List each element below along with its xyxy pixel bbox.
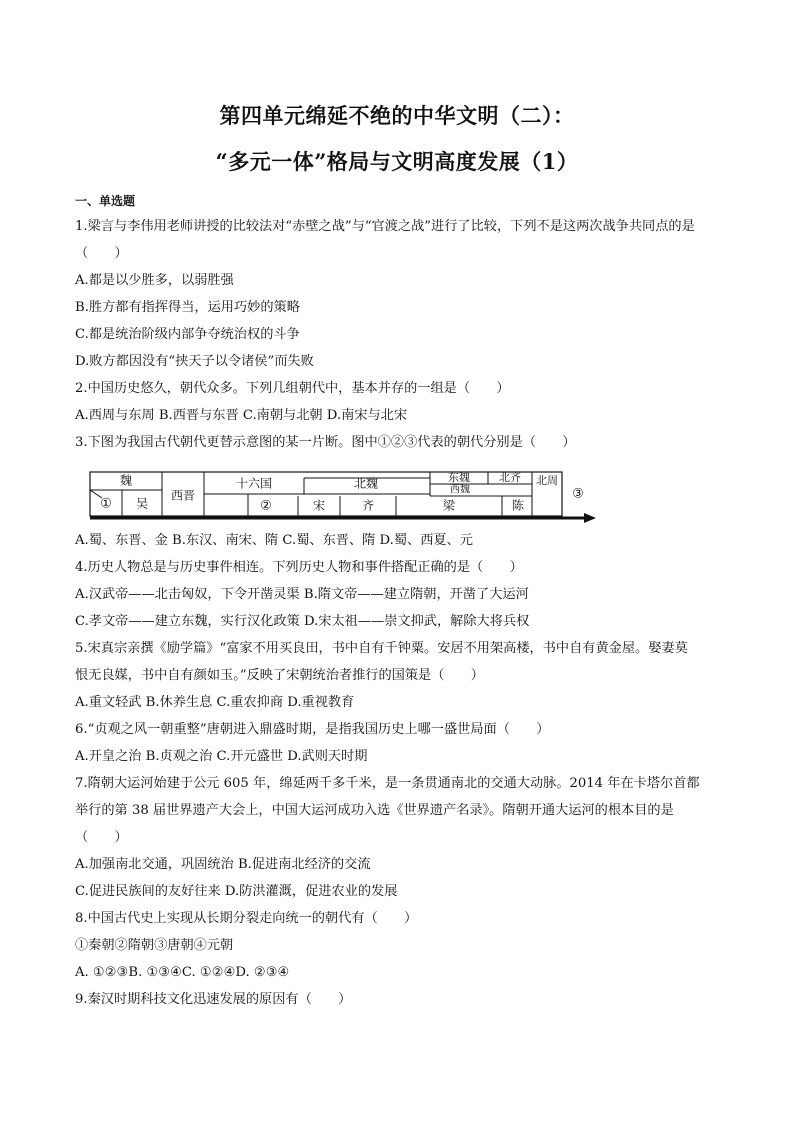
text-line: ①秦朝②隋朝③唐朝④元朝: [75, 938, 234, 953]
text-line: （ ）: [75, 830, 128, 845]
text-line: 2.中国历史悠久，朝代众多。下列几组朝代中，基本并存的一组是（ ）: [75, 381, 510, 396]
timeline-arrow-icon: [584, 513, 596, 523]
text-line: C.孝文帝——建立东魏，实行汉化政策 D.宋太祖——崇文抑武，解除大将兵权: [75, 614, 530, 629]
text-line: C.促进民族间的友好往来 D.防洪灌溉，促进农业的发展: [75, 884, 398, 899]
text-line: 8.中国古代史上实现从长期分裂走向统一的朝代有（ ）: [75, 911, 418, 926]
text-line: A.蜀、东晋、金 B.东汉、南宋、隋 C.蜀、东晋、隋 D.蜀、西夏、元: [75, 533, 473, 548]
text-line: 恨无良媒，书中自有颜如玉。”反映了宋朝统治者推行的国策是（ ）: [75, 668, 484, 683]
marker-3: ③: [572, 486, 584, 502]
text-line: C.都是统治阶级内部争夺统治权的斗争: [75, 327, 300, 342]
label-wei: 魏: [119, 473, 133, 488]
label-beiwei: 北魏: [353, 476, 379, 491]
text-line: 6.“贞观之风一朝重整”唐朝进入鼎盛时期，是指我国历史上哪一盛世局面（ ）: [75, 722, 550, 737]
label-shiliuguo: 十六国: [235, 476, 273, 491]
label-liang: 梁: [442, 498, 456, 513]
section-heading: 一、单选题: [75, 194, 136, 208]
text-line: 7.隋朝大运河始建于公元 605 年，绵延两千多千米，是一条贯通南北的交通大动脉。2014 年在卡塔尔首都: [75, 776, 700, 791]
label-dongwei: 东魏: [448, 471, 470, 484]
text-line: A.西周与东周 B.西晋与东晋 C.南朝与北朝 D.南宋与北宋: [75, 408, 408, 423]
text-line: 4.历史人物总是与历史事件相连。下列历史人物和事件搭配正确的是（ ）: [75, 560, 523, 575]
label-chen: 陈: [511, 498, 525, 513]
text-line: A.加强南北交通，巩固统治 B.促进南北经济的交流: [75, 857, 371, 872]
text-line: 1.梁言与李伟用老师讲授的比较法对“赤壁之战”与“官渡之战”进行了比较，下列不是这两次战争共同点的是: [75, 219, 695, 234]
text-line: 3.下图为我国古代朝代更替示意图的某一片断。图中①②③代表的朝代分别是（ ）: [75, 435, 576, 450]
page-subtitle: “多元一体”格局与文明高度发展（1）: [215, 149, 579, 174]
text-line: 举行的第 38 届世界遗产大会上，中国大运河成功入选《世界遗产名录》。隋朝开通大运河的根本目的是: [75, 803, 674, 818]
label-xijin: 西晋: [170, 488, 196, 503]
text-line: D.败方都因没有“挟天子以令诸侯”而失败: [75, 354, 314, 369]
page-title: 第四单元绵延不绝的中华文明（二）：: [219, 103, 575, 128]
text-line: 5.宋真宗亲撰《励学篇》“富家不用买良田，书中自有千钟粟。安居不用架高楼，书中自有黄金屋。娶妻莫: [75, 641, 688, 656]
marker-2: ②: [260, 498, 272, 514]
text-line: A.都是以少胜多，以弱胜强: [75, 273, 234, 288]
text-line: A.开皇之治 B.贞观之治 C.开元盛世 D.武则天时期: [75, 749, 368, 764]
label-wu: 吴: [135, 496, 149, 511]
label-qi: 齐: [361, 498, 375, 513]
text-line: （ ）: [75, 246, 128, 261]
text-line: B.胜方都有指挥得当，运用巧妙的策略: [75, 300, 300, 315]
label-song: 宋: [312, 498, 326, 513]
text-line: 9.秦汉时期科技文化迅速发展的原因有（ ）: [75, 992, 352, 1007]
label-beizhou: 北周: [536, 474, 558, 487]
marker-1: ①: [100, 496, 112, 512]
dynasty-timeline-diagram: [88, 468, 596, 524]
label-xiwei: 西魏: [450, 484, 470, 496]
label-beiqi: 北齐: [499, 471, 521, 484]
text-line: A. ①②③B. ①③④C. ①②④D. ②③④: [75, 965, 290, 980]
text-line: A.汉武帝——北击匈奴，下令开凿灵渠 B.隋文帝——建立隋朝，开凿了大运河: [75, 587, 529, 602]
text-line: A.重文轻武 B.休养生息 C.重农抑商 D.重视教育: [75, 695, 355, 710]
